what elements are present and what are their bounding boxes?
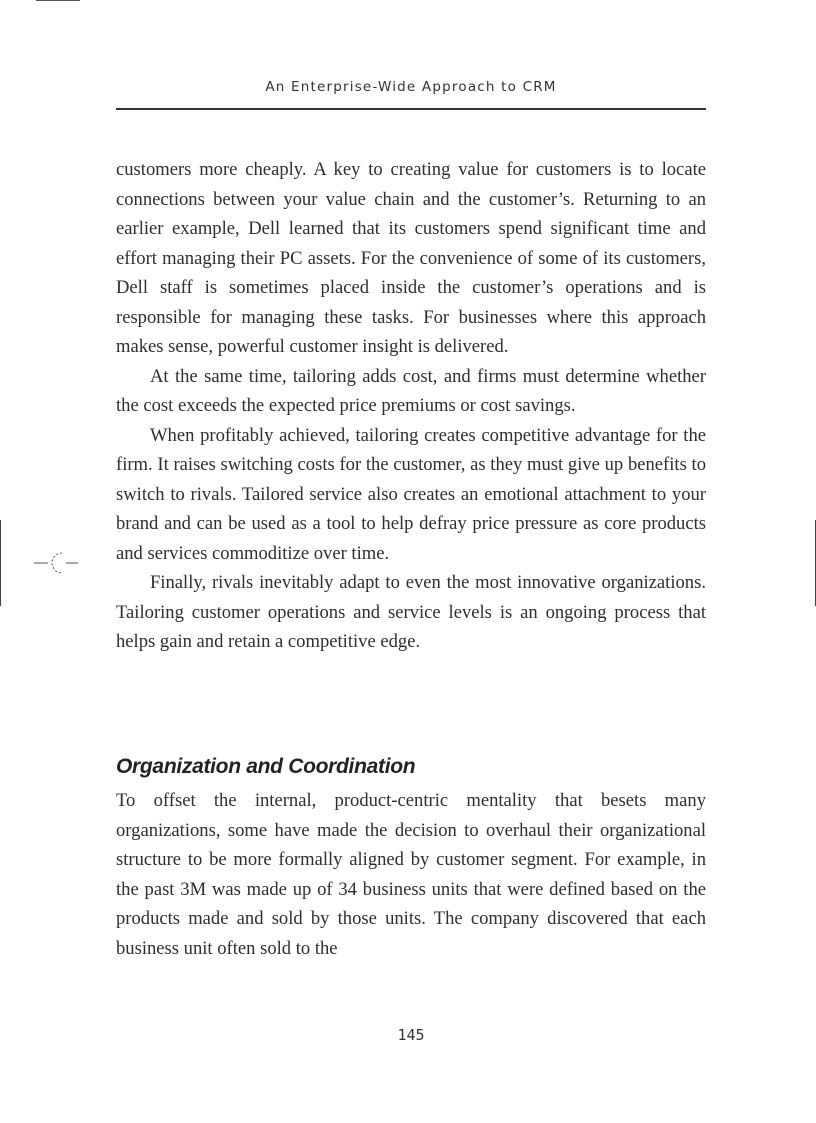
section-paragraph: To offset the internal, product-centric mentality that besets many organizations, some have made the decision to overhaul their organizational structure to be more formally aligned by customer segment. For example, in the past 3M was made up of 34 business units that were defined based on the products made and sold by those units. The company discovered that each business unit often sold to the (116, 790, 706, 959)
section-organization (116, 752, 706, 963)
page-edge-left (0, 520, 1, 606)
paragraph-competitive-advantage: When profitably achieved, tailoring creates competitive advantage for the firm. It raises switching costs for the customer, as they must give up benefits to switch to rivals. Tailored service also creates an emotional attachment to your brand and can be used as a tool to help defray price pressure as core products and services commoditize over time. (116, 424, 706, 564)
running-head: An Enterprise-Wide Approach to CRM (265, 79, 557, 95)
page-number: 145 (397, 1026, 425, 1044)
paragraph-rivals-adapt: Finally, rivals inevitably adapt to even the most innovative organizations. Tailoring customer operations and service levels is an ongoing process that helps gain and retain a competitive edge. (116, 572, 706, 652)
section-heading: Organization and Coordination (116, 755, 416, 778)
paragraph-tailoring-cost: At the same time, tailoring adds cost, and firms must determine whether the cost exceeds the expected price premiums or cost savings. (116, 365, 706, 416)
header-rule (116, 108, 706, 110)
body-text (116, 155, 706, 657)
paragraph-continued: customers more cheaply. A key to creating value for customers is to locate connections between your value chain and the customer’s. Returning to an earlier example, Dell learned that its customers spend significant time and effort managing their PC assets. For the convenience of some of its customers, Dell staff is sometimes placed inside the customer’s operations and is responsible for managing these tasks. For businesses where this approach makes sense, powerful customer insight is delivered. (116, 159, 706, 357)
crop-mark-top (36, 0, 80, 1)
registration-mark-icon (32, 548, 82, 578)
